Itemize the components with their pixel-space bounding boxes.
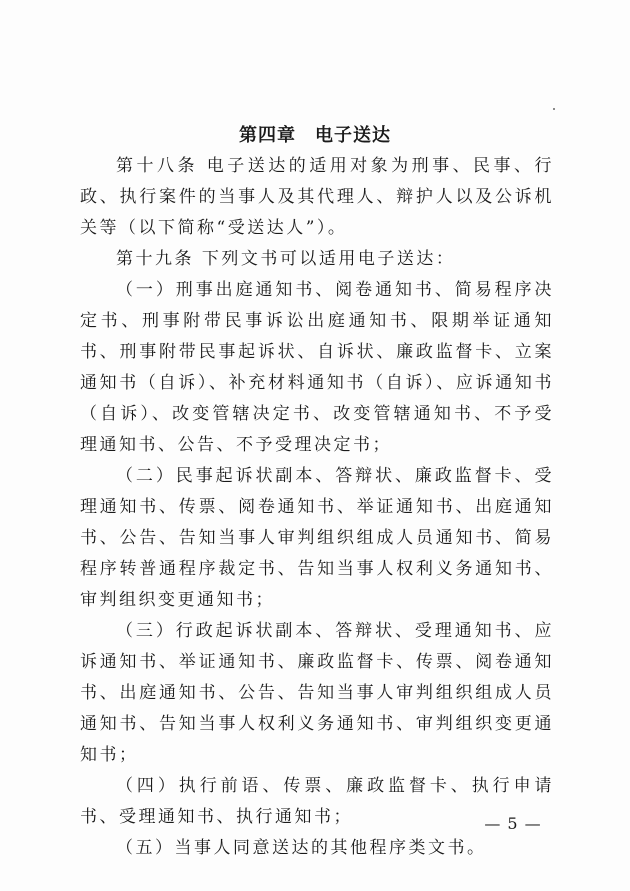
article-18-paragraph: 第十八条 电子送达的适用对象为刑事、民事、行政、执行案件的当事人及其代理人、辩护人以及公诉机关等（以下简称“受送达人”）。 [80, 156, 554, 238]
list-item-other: （五）当事人同意送达的其他程序类文书。 [116, 838, 487, 858]
page-number: — 5 — [484, 814, 542, 833]
list-item-enforcement: （四）执行前语、传票、廉政监督卡、执行申请书、受理通知书、执行通知书； [80, 776, 554, 827]
scan-speck [553, 108, 555, 110]
list-item-civil: （二）民事起诉状副本、答辩状、廉政监督卡、受理通知书、传票、阅卷通知书、举证通知书、出庭通知书、公告、告知当事人审判组织组成人员通知书、简易程序转普通程序裁定书、告知当事人权利义务通知书、审判组织变更通知书； [80, 466, 554, 610]
document-body [80, 151, 554, 864]
chapter-title: 第四章 电子送达 [239, 125, 391, 146]
list-item-criminal: （一）刑事出庭通知书、阅卷通知书、简易程序决定书、刑事附带民事诉讼出庭通知书、限期举证通知书、刑事附带民事起诉状、自诉状、廉政监督卡、立案通知书（自诉）、补充材料通知书（自诉）、应诉通知书（自诉）、改变管辖决定书、改变管辖通知书、不予受理通知书、公告、不予受理决定书； [80, 280, 554, 455]
list-item-administrative: （三）行政起诉状副本、答辩状、受理通知书、应诉通知书、举证通知书、廉政监督卡、传票、阅卷通知书、出庭通知书、公告、告知当事人审判组织组成人员通知书、告知当事人权利义务通知书、审判组织变更通知书； [80, 621, 554, 765]
article-19-paragraph: 第十九条 下列文书可以适用电子送达： [116, 249, 456, 269]
